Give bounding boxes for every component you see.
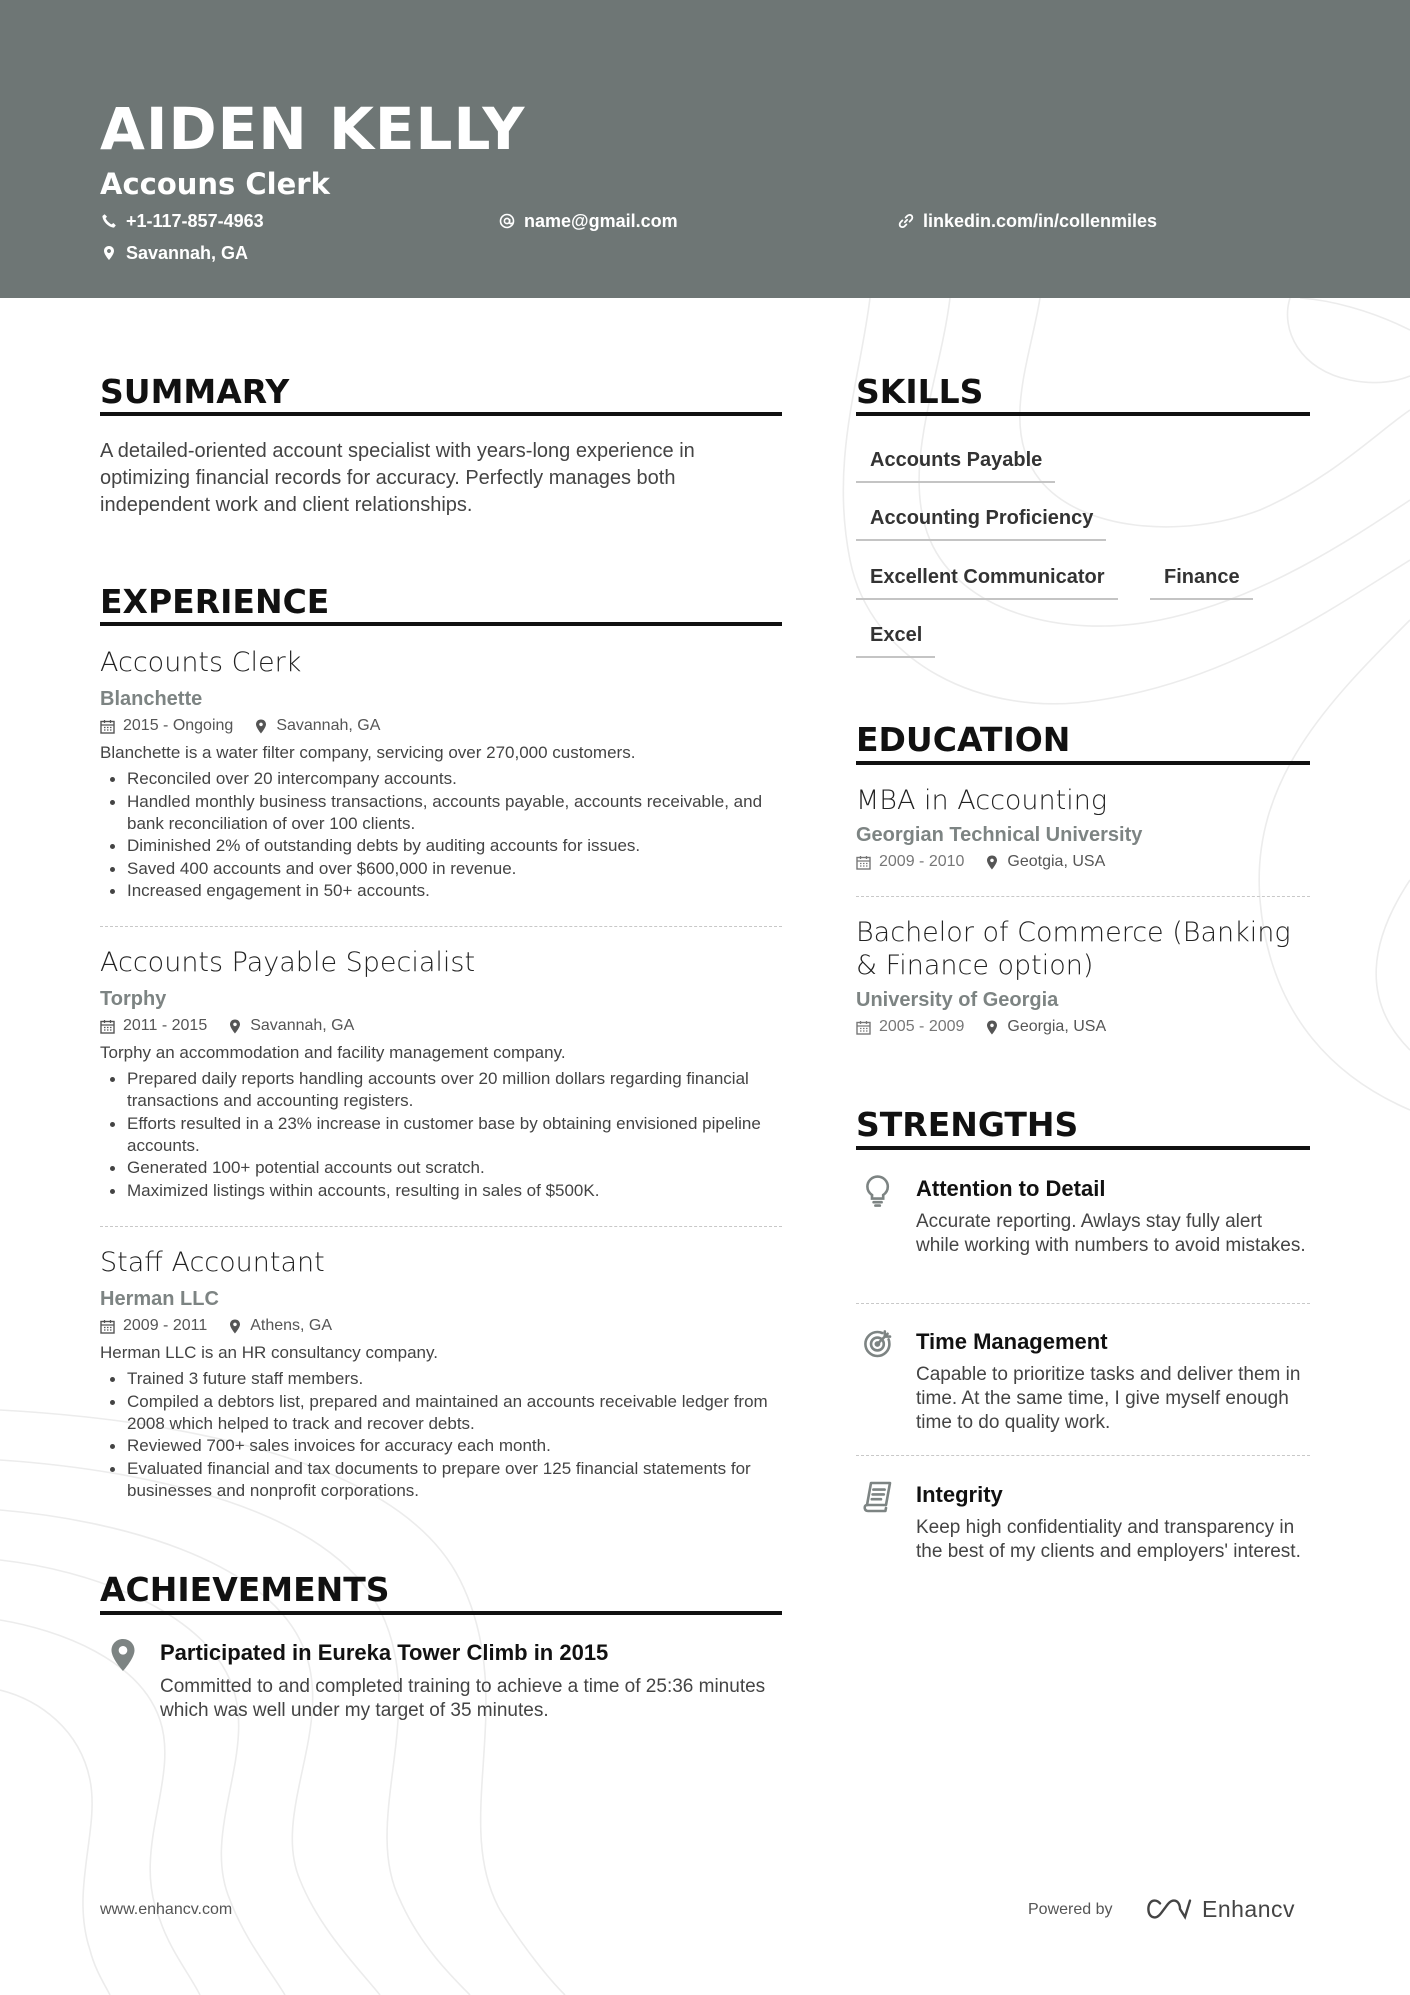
job-title: Accounts Payable Specialist [100,947,476,978]
job-bullet: Trained 3 future staff members. [100,1368,782,1390]
calendar-icon [856,1020,871,1035]
job-bullet: Saved 400 accounts and over $600,000 in revenue. [100,858,782,880]
footer-powered-by: Powered by [1028,1901,1113,1918]
job-meta [100,1015,782,1037]
calendar-icon [856,855,871,870]
summary-rule [100,412,782,416]
experience-entry [100,1246,782,1502]
job-bullet: Maximized listings within accounts, resulting in sales of $500K. [100,1180,782,1202]
job-bullet: Diminished 2% of outstanding debts by auditing accounts for issues. [100,835,782,857]
achievement-title: Participated in Eureka Tower Climb in 2015 [160,1640,609,1665]
education-meta [856,851,1316,873]
at-icon [499,213,515,229]
strength-title: Attention to Detail [916,1176,1106,1201]
skills-heading: SKILLS [856,372,984,411]
job-bullets [100,1368,782,1502]
skill-tag: Finance [1150,564,1253,600]
education-location [986,1016,1106,1038]
job-bullet: Evaluated financial and tax documents to prepare over 125 financial statements for businesses and nonprofit corporations. [100,1458,782,1502]
location-icon [101,245,117,261]
contact-linkedin[interactable] [898,209,1157,233]
job-bullet: Handled monthly business transactions, accounts payable, accounts receivable, and bank reconciliation of over 100 clients. [100,791,782,835]
job-bullet: Reviewed 700+ sales invoices for accuracy each month. [100,1435,782,1457]
job-title: Accounts Clerk [100,647,302,678]
skill-tag: Accounting Proficiency [856,505,1106,541]
contact-location [101,241,248,265]
job-location [229,1315,332,1337]
education-location-text: Georgia, USA [1007,1018,1107,1035]
job-description: Herman LLC is an HR consultancy company. [100,1343,438,1362]
education-location-text: Geotgia, USA [1007,853,1106,870]
job-meta [100,715,782,737]
skills-rule [856,412,1310,416]
experience-entry [100,946,782,1202]
education-school: Georgian Technical University [856,824,1143,846]
location-icon [986,1020,998,1035]
experience-rule [100,622,782,626]
job-meta [100,1315,782,1337]
resume-header [0,0,1410,298]
strength-title: Integrity [916,1482,1003,1507]
job-dates: 2009 - 2011 [123,1317,208,1334]
location-icon [986,855,998,870]
location-icon [255,719,267,734]
strength-description: Keep high confidentiality and transparency in the best of my clients and employers' interest. [916,1517,1301,1562]
education-dates: 2005 - 2009 [879,1018,965,1035]
book-icon [862,1480,894,1514]
strength-description: Capable to prioritize tasks and deliver them in time. At the same time, I give myself enough time to do quality work. [916,1364,1301,1433]
job-title: Staff Accountant [100,1247,325,1278]
job-bullet: Reconciled over 20 intercompany accounts. [100,768,782,790]
job-location [229,1015,354,1037]
job-location-text: Athens, GA [250,1317,333,1334]
strengths-rule [856,1146,1310,1150]
phone-text: +1-117-857-4963 [126,211,264,231]
location-icon [229,1019,241,1034]
education-rule [856,761,1310,765]
achievements-rule [100,1611,782,1615]
experience-entry [100,646,782,903]
skill-tag: Accounts Payable [856,447,1055,483]
job-bullet: Prepared daily reports handling accounts over 20 million dollars regarding financial transactions and accounting registers. [100,1068,782,1112]
footer-brand-name: Enhancv [1202,1896,1296,1922]
lightbulb-icon [862,1174,894,1208]
experience-divider [100,1226,782,1227]
strength-title: Time Management [916,1329,1108,1354]
education-entry [856,916,1316,1038]
contact-email[interactable] [499,209,678,233]
education-location [986,851,1105,873]
job-location [255,715,380,737]
strength-divider [856,1303,1310,1304]
calendar-icon [100,1319,115,1334]
job-bullet: Increased engagement in 50+ accounts. [100,880,782,902]
linkedin-text: linkedin.com/in/collenmiles [923,211,1158,231]
strength-divider [856,1455,1310,1456]
education-meta [856,1016,1316,1038]
link-icon [898,213,914,229]
job-description: Blanchette is a water filter company, servicing over 270,000 customers. [100,743,636,762]
job-company: Torphy [100,988,167,1010]
job-bullet: Compiled a debtors list, prepared and maintained an accounts receivable ledger from 2008 which helped to track and recover debts. [100,1391,782,1435]
target-icon [862,1327,894,1361]
location-text: Savannah, GA [126,243,249,263]
job-bullets [100,1068,782,1202]
strengths-heading: STRENGTHS [856,1105,1079,1144]
map-pin-icon [110,1638,136,1672]
summary-text: A detailed-oriented account specialist with years-long experience in optimizing financial records for accuracy. Perfectly manages both independent work and client relationships. [100,440,695,516]
candidate-name: AIDEN KELLY [100,95,526,163]
achievements-heading: ACHIEVEMENTS [100,1570,390,1609]
job-company: Herman LLC [100,1288,219,1310]
calendar-icon [100,719,115,734]
job-bullets [100,768,782,902]
job-company: Blanchette [100,688,203,710]
experience-divider [100,926,782,927]
education-dates: 2009 - 2010 [879,853,965,870]
contact-phone[interactable] [101,209,264,233]
footer-website[interactable]: www.enhancv.com [100,1901,233,1918]
education-school: University of Georgia [856,989,1059,1011]
enhancv-logo-icon [1146,1896,1192,1922]
achievement-description: Committed to and completed training to achieve a time of 25:36 minutes which was well under my target of 35 minutes. [160,1676,766,1721]
job-location-text: Savannah, GA [250,1017,355,1034]
job-bullet: Efforts resulted in a 23% increase in customer base by obtaining envisioned pipeline accounts. [100,1113,782,1157]
job-bullet: Generated 100+ potential accounts out scratch. [100,1157,782,1179]
candidate-title: Accouns Clerk [100,167,330,201]
calendar-icon [100,1019,115,1034]
strength-description: Accurate reporting. Awlays stay fully alert while working with numbers to avoid mistakes. [916,1211,1306,1256]
education-degree: Bachelor of Commerce (Banking & Finance option) [856,917,1291,981]
summary-heading: SUMMARY [100,372,290,411]
location-icon [229,1319,241,1334]
education-degree: MBA in Accounting [856,785,1108,816]
job-location-text: Savannah, GA [276,717,381,734]
skill-tag: Excel [856,622,935,658]
job-dates: 2011 - 2015 [123,1017,208,1034]
job-dates: 2015 - Ongoing [123,717,234,734]
education-heading: EDUCATION [856,720,1071,759]
phone-icon [101,213,117,229]
skill-tag: Excellent Communicator [856,564,1118,600]
job-description: Torphy an accommodation and facility management company. [100,1043,566,1062]
education-entry [856,784,1316,873]
footer-brand-logo[interactable] [1146,1895,1295,1923]
experience-heading: EXPERIENCE [100,582,330,621]
education-divider [856,896,1310,897]
email-text: name@gmail.com [524,211,678,231]
